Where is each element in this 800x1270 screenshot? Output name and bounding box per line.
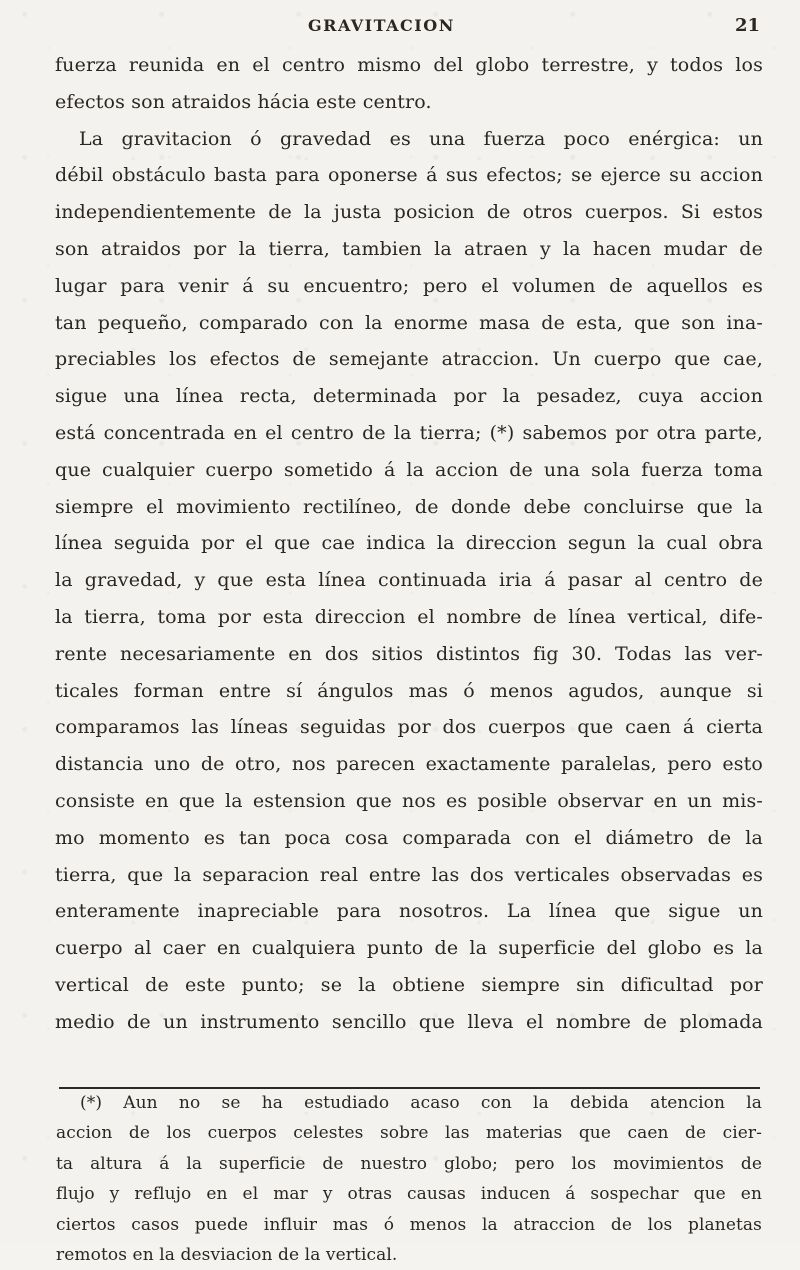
footnote-line: accion de los cuerpos celestes sobre las materias que caen de cier- (56, 1123, 762, 1144)
text-line: distancia uno de otro, nos parecen exactamente paralelas, pero esto (55, 753, 763, 776)
text-line: ticales forman entre sí ángulos mas ó menos agudos, aunque si (55, 679, 763, 702)
text-line: La gravitacion ó gravedad es una fuerza poco enérgica: un (79, 127, 763, 150)
text-line: está concentrada en el centro de la tierra; (*) sabemos por otra parte, (55, 421, 763, 444)
text-line: independientemente de la justa posicion de otros cuerpos. Si estos (55, 201, 763, 224)
text-line: preciables los efectos de semejante atraccion. Un cuerpo que cae, (55, 348, 763, 371)
running-title: GRAVITACION (308, 16, 455, 35)
text-line: cuerpo al caer en cualquiera punto de la superficie del globo es la (55, 937, 763, 960)
footnote-line: remotos en la desviacion de la vertical. (56, 1244, 398, 1265)
page-header (56, 8, 760, 38)
text-line: débil obstáculo basta para oponerse á sus efectos; se ejerce su accion (55, 164, 763, 187)
text-line: medio de un instrumento sencillo que lleva el nombre de plomada (55, 1010, 763, 1033)
text-line: tan pequeño, comparado con la enorme masa de esta, que son ina- (55, 311, 763, 334)
text-line: son atraidos por la tierra, tambien la atraen y la hacen mudar de (55, 237, 763, 260)
text-line: tierra, que la separacion real entre las dos verticales observadas es (55, 863, 763, 886)
text-line: línea seguida por el que cae indica la direccion segun la cual obra (55, 532, 763, 555)
text-line: comparamos las líneas seguidas por dos cuerpos que caen á cierta (55, 716, 763, 739)
text-line: la gravedad, y que esta línea continuada iria á pasar al centro de (55, 569, 763, 592)
text-line: siempre el movimiento rectilíneo, de donde debe concluirse que la (55, 495, 763, 518)
text-line: enteramente inapreciable para nosotros. La línea que sigue un (55, 900, 763, 923)
footnote-line: ta altura á la superficie de nuestro globo; pero los movimientos de (56, 1153, 762, 1174)
footnote-line: flujo y reflujo en el mar y otras causas inducen á sospechar que en (56, 1184, 762, 1205)
main-text-block (55, 47, 763, 1041)
page-number: 21 (734, 15, 760, 36)
text-line: sigue una línea recta, determinada por la pesadez, cuya accion (55, 385, 763, 408)
text-line: la tierra, toma por esta direccion el nombre de línea vertical, dife- (55, 605, 763, 628)
text-line: que cualquier cuerpo sometido á la accion de una sola fuerza toma (55, 458, 763, 481)
text-line: vertical de este punto; se la obtiene siempre sin dificultad por (55, 973, 763, 996)
text-line: rente necesariamente en dos sitios distintos fig 30. Todas las ver- (55, 642, 763, 665)
text-line: mo momento es tan poca cosa comparada con el diámetro de la (55, 826, 763, 849)
text-line: lugar para venir á su encuentro; pero el volumen de aquellos es (55, 274, 763, 297)
footnote-line: (*) Aun no se ha estudiado acaso con la debida atencion la (80, 1093, 762, 1113)
footnote-line: ciertos casos puede influir mas ó menos la atraccion de los planetas (56, 1214, 762, 1235)
text-line: efectos son atraidos hácia este centro. (55, 90, 432, 113)
text-line: consiste en que la estension que nos es posible observar en un mis- (55, 789, 763, 812)
text-line: fuerza reunida en el centro mismo del globo terrestre, y todos los (55, 54, 763, 76)
